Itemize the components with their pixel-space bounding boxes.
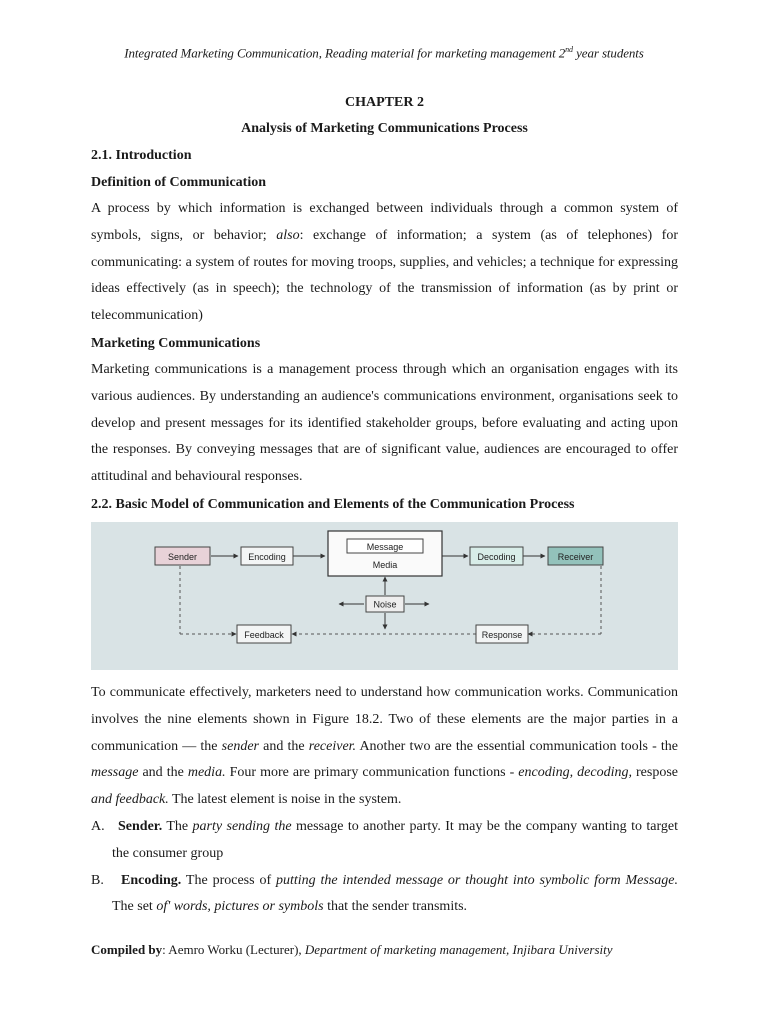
elements-paragraph: To communicate effectively, marketers need to understand how communication works. Communication involves the nine elements shown in Figure 18.2. Two of these elements are the major parties in a communication — the sender and the receiver. Another two are the essential communication tools - the message and the media. Four more are primary communication functions - encoding, decoding, respose and feedback. The latest element is noise in the system. — [91, 684, 678, 808]
marketing-communications-heading: Marketing Communications — [91, 335, 261, 351]
noise-label: Noise — [373, 599, 397, 610]
page-footer: Compiled by: Aemro Worku (Lecturer), Department of marketing management, Injibara University — [91, 942, 613, 957]
message-label: Message — [366, 541, 404, 552]
chapter-title: Analysis of Marketing Communications Process — [241, 121, 528, 136]
running-header — [0, 45, 768, 61]
encoding-box — [241, 547, 293, 565]
section-heading-introduction: 2.1. Introduction — [91, 148, 192, 163]
feedback-box — [237, 625, 291, 643]
receiver-box — [548, 547, 603, 565]
header-superscript: nd — [565, 45, 573, 54]
section-heading-basic-model: 2.2. Basic Model of Communication and Elements of the Communication Process — [91, 496, 575, 512]
response-box — [476, 625, 528, 643]
list-item-label: B. — [91, 872, 104, 888]
header-text-end: year students — [572, 45, 644, 61]
main-content — [91, 93, 678, 921]
encoding-label: Encoding — [248, 551, 286, 562]
list-item-encoding: B. Encoding. The process of putting the intended message or thought into symbolic form Message. The set of' words, pictures or symbols that the sender transmits. — [91, 868, 678, 922]
definition-paragraph: A process by which information is exchanged between individuals through a common system of symbols, signs, or behavior; also: exchange of information; a system (as of telephones) for communicating: a system of routes for moving troops, supplies, and vehicles; a technique for expressing ideas effectively (as in speech); the technology of the transmission of information (as by print or telecommunication) — [91, 201, 678, 324]
decoding-label: Decoding — [477, 551, 516, 562]
receiver-label: Receiver — [557, 551, 594, 562]
communication-model-diagram — [91, 522, 678, 670]
media-label: Media — [372, 559, 398, 570]
list-item-sender: A. Sender. The party sending the message to another party. It may be the company wanting to target the consumer group — [91, 814, 678, 868]
sender-box — [155, 547, 210, 565]
sender-label: Sender — [167, 551, 198, 562]
header-text: Integrated Marketing Communication, Reading material for marketing management 2 — [124, 45, 566, 61]
feedback-label: Feedback — [244, 629, 284, 640]
marketing-communications-paragraph: Marketing communications is a management process through which an organisation engages with its various audiences. By understanding an audience's communications environment, organisations seek to develop and present messages for its identified stakeholder groups, before evaluating and acting upon the responses. By conveying messages that are of significant value, audiences are encouraged to offer attitudinal and behavioural responses. — [91, 361, 678, 485]
definition-heading: Definition of Communication — [91, 175, 266, 190]
chapter-number: CHAPTER 2 — [345, 95, 424, 110]
response-label: Response — [481, 629, 523, 640]
message-media-box — [328, 531, 442, 576]
noise-box — [366, 596, 404, 612]
decoding-box — [470, 547, 523, 565]
list-item-label: A. — [91, 818, 105, 834]
